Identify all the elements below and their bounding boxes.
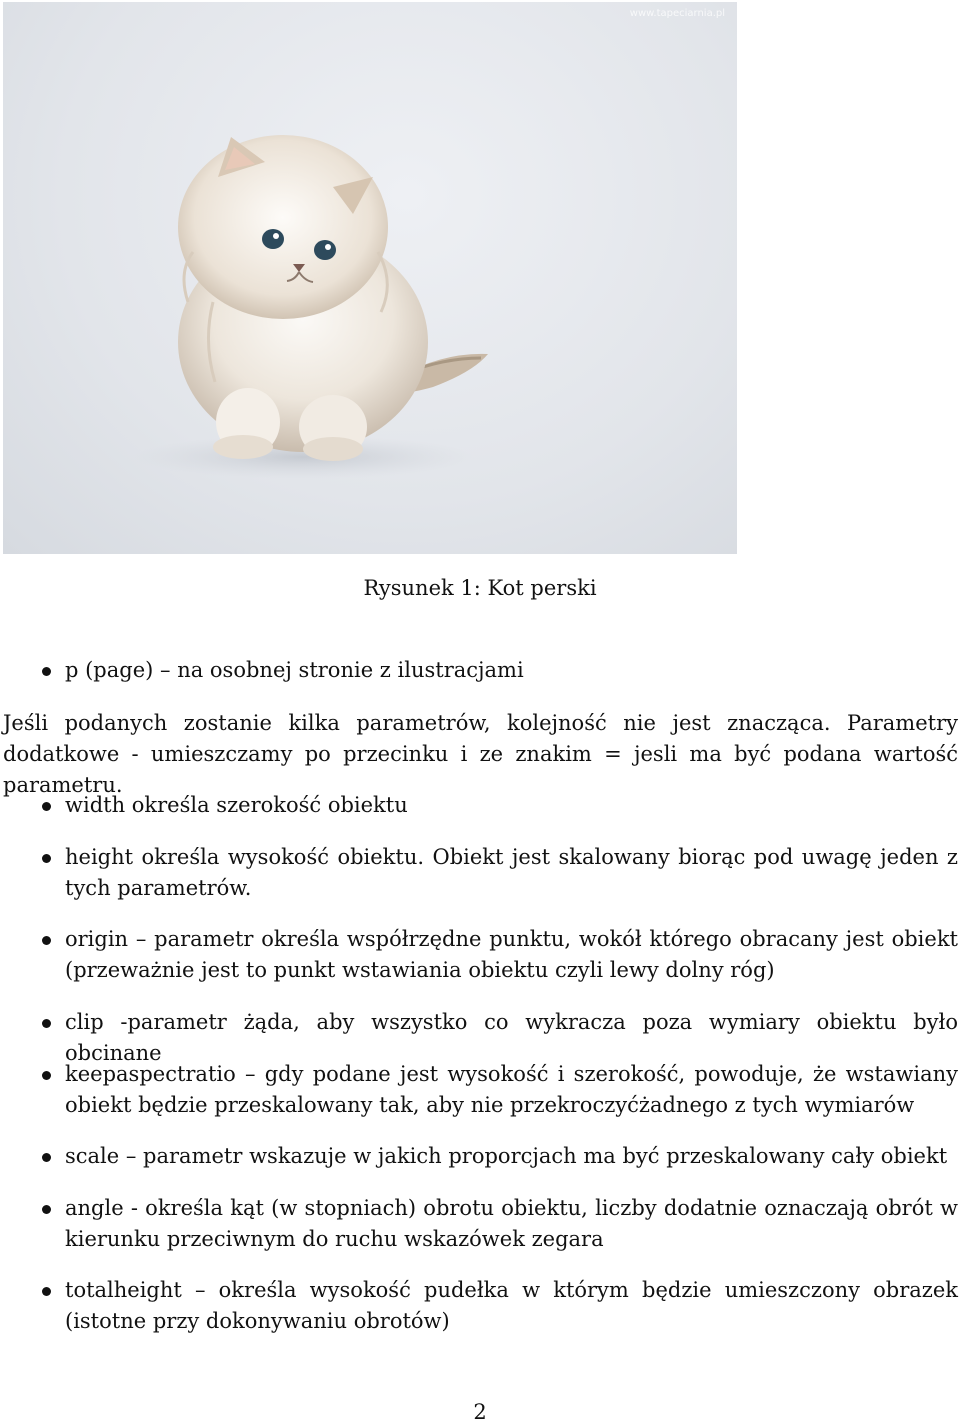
bullet-icon: [42, 1153, 51, 1162]
bullet-icon: [42, 667, 51, 676]
bullet-icon: [42, 1205, 51, 1214]
kitten-illustration: [3, 2, 737, 554]
list-item-text: origin – parametr określa współrzędne punktu, wokół którego obracany jest obiekt (przeważnie jest to punkt wstawiania obiektu czyli lewy dolny róg): [65, 927, 958, 982]
figure-caption: Rysunek 1: Kot perski: [363, 576, 597, 600]
list-item-text: p (page) – na osobnej stronie z ilustracjami: [65, 658, 524, 682]
list-item-text: totalheight – określa wysokość pudełka w którym będzie umieszczony obrazek (istotne przy dokonywaniu obrotów): [65, 1278, 958, 1333]
list-item-text: clip -parametr żąda, aby wszystko co wykracza poza wymiary obiektu było obcinane: [65, 1010, 958, 1065]
list-item-text: height określa wysokość obiektu. Obiekt jest skalowany biorąc pod uwagę jeden z tych parametrów.: [65, 845, 958, 900]
list-item-text: angle - określa kąt (w stopniach) obrotu obiektu, liczby dodatnie oznaczają obrót w kierunku przeciwnym do ruchu wskazówek zegara: [65, 1196, 958, 1251]
bullet-icon: [42, 802, 51, 811]
body-paragraph: Jeśli podanych zostanie kilka parametrów, kolejność nie jest znacząca. Parametry dodatkowe - umieszczamy po przecinku i ze znakim = jesli ma być podana wartość parametru.: [3, 711, 958, 797]
bullet-icon: [42, 1071, 51, 1080]
list-item-text: keepaspectratio – gdy podane jest wysokość i szerokość, powoduje, że wstawiany obiekt będzie przeskalowany tak, aby nie przekroczyćżadnego z tych wymiarów: [65, 1062, 958, 1117]
bullet-icon: [42, 1287, 51, 1296]
list-item-text: width określa szerokość obiektu: [65, 793, 408, 817]
page-number: 2: [473, 1400, 487, 1424]
bullet-icon: [42, 936, 51, 945]
watermark-text: www.tapeciarnia.pl: [629, 8, 725, 19]
bullet-icon: [42, 854, 51, 863]
kitten-photo: [3, 2, 737, 554]
bullet-icon: [42, 1019, 51, 1028]
list-item-text: scale – parametr wskazuje w jakich proporcjach ma być przeskalowany cały obiekt: [65, 1144, 948, 1168]
